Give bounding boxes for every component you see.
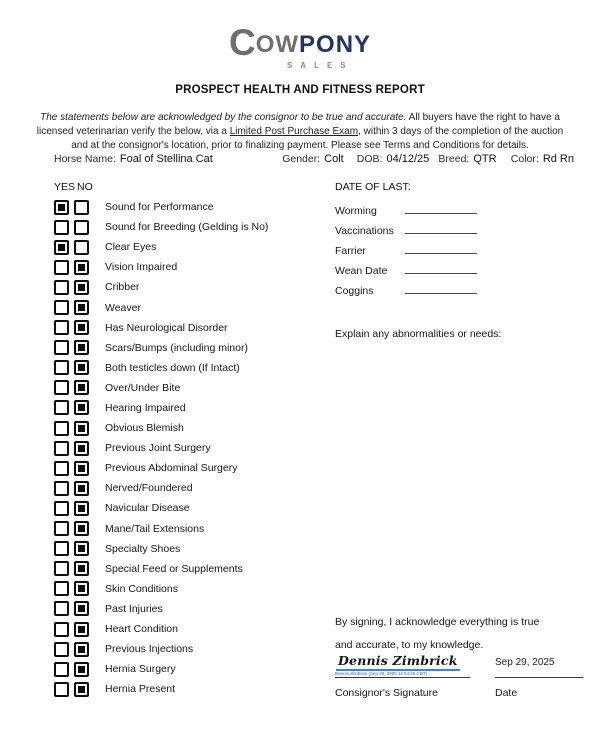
color-value[interactable]: Rd Rn bbox=[542, 153, 574, 165]
checklist-row bbox=[54, 438, 268, 458]
no-checkbox[interactable] bbox=[74, 380, 89, 395]
checklist-item-label: Navicular Disease bbox=[105, 502, 190, 515]
yes-checkbox[interactable] bbox=[54, 340, 69, 355]
date-of-last-field[interactable] bbox=[405, 281, 477, 294]
signature-date-value: Sep 29, 2025 bbox=[495, 657, 555, 668]
checklist-item-label: Scars/Bumps (including minor) bbox=[105, 341, 248, 354]
color-label: Color: bbox=[510, 153, 539, 165]
signature-block bbox=[335, 616, 583, 699]
yes-checkbox[interactable] bbox=[54, 682, 69, 697]
checklist-row bbox=[54, 659, 268, 679]
checklist-row bbox=[54, 519, 268, 539]
yes-checkbox[interactable] bbox=[54, 280, 69, 295]
date-of-last-row bbox=[335, 281, 585, 301]
checklist-row bbox=[54, 418, 268, 438]
checklist-row bbox=[54, 579, 268, 599]
yes-checkbox[interactable] bbox=[54, 421, 69, 436]
page-title: PROSPECT HEALTH AND FITNESS REPORT bbox=[175, 84, 425, 96]
checklist-row bbox=[54, 639, 268, 659]
no-checkbox[interactable] bbox=[74, 260, 89, 275]
no-checkbox[interactable] bbox=[74, 501, 89, 516]
no-checkbox[interactable] bbox=[74, 200, 89, 215]
yes-checkbox[interactable] bbox=[54, 260, 69, 275]
checklist-item-label: Cribber bbox=[105, 281, 140, 294]
yes-checkbox[interactable] bbox=[54, 300, 69, 315]
signature-labels-row bbox=[335, 687, 583, 699]
checklist-row bbox=[54, 297, 268, 317]
yes-checkbox[interactable] bbox=[54, 521, 69, 536]
consignor-signature-label: Consignor's Signature bbox=[335, 687, 438, 699]
signature-date-field[interactable] bbox=[495, 652, 583, 678]
yes-checkbox[interactable] bbox=[54, 481, 69, 496]
date-of-last-field[interactable] bbox=[405, 241, 477, 254]
no-checkbox[interactable] bbox=[74, 220, 89, 235]
checklist-item-label: Vision Impaired bbox=[105, 261, 178, 274]
signature-handwritten-name: Dennis Zimbrick bbox=[336, 653, 460, 671]
date-of-last-row bbox=[335, 261, 585, 281]
checklist-row bbox=[54, 398, 268, 418]
checklist-row bbox=[54, 679, 268, 699]
date-of-last-label: Vaccinations bbox=[335, 225, 394, 238]
checklist-row bbox=[54, 277, 268, 297]
horse-info-row bbox=[54, 153, 574, 165]
header bbox=[0, 0, 600, 96]
gender-value[interactable]: Colt bbox=[324, 153, 344, 165]
checklist-item-label: Past Injuries bbox=[105, 602, 163, 615]
yes-checkbox[interactable] bbox=[54, 541, 69, 556]
yes-checkbox[interactable] bbox=[54, 581, 69, 596]
checklist-item-label: Hernia Surgery bbox=[105, 663, 176, 676]
checklist-item-label: Previous Injections bbox=[105, 643, 194, 656]
no-checkbox[interactable] bbox=[74, 541, 89, 556]
checklist-row bbox=[54, 619, 268, 639]
checklist-row bbox=[54, 257, 268, 277]
abnormalities-label: Explain any abnormalities or needs: bbox=[335, 328, 502, 341]
checklist-item-label: Hernia Present bbox=[105, 683, 176, 696]
yes-checkbox[interactable] bbox=[54, 662, 69, 677]
cowpony-sales-logo bbox=[229, 24, 371, 70]
health-checklist bbox=[54, 181, 268, 699]
yes-checkbox[interactable] bbox=[54, 380, 69, 395]
no-checkbox[interactable] bbox=[74, 662, 89, 677]
checklist-row bbox=[54, 458, 268, 478]
no-checkbox[interactable] bbox=[74, 360, 89, 375]
no-checkbox[interactable] bbox=[74, 461, 89, 476]
checklist-row bbox=[54, 358, 268, 378]
checklist-row bbox=[54, 478, 268, 498]
yes-checkbox[interactable] bbox=[54, 220, 69, 235]
dob-value[interactable]: 04/12/25 bbox=[386, 153, 430, 165]
no-checkbox[interactable] bbox=[74, 622, 89, 637]
no-checkbox[interactable] bbox=[74, 421, 89, 436]
checklist-row bbox=[54, 539, 268, 559]
checklist-rows bbox=[54, 197, 268, 699]
signature-statement-line2: and accurate, to my knowledge. bbox=[335, 639, 484, 651]
signature-statement-line1: By signing, I acknowledge everything is true bbox=[335, 616, 540, 628]
yes-column-header: YES bbox=[54, 181, 76, 193]
yes-checkbox[interactable] bbox=[54, 642, 69, 657]
checklist-item-label: Has Neurological Disorder bbox=[105, 321, 228, 334]
checklist-item-label: Obvious Blemish bbox=[105, 422, 184, 435]
checklist-item-label: Previous Joint Surgery bbox=[105, 442, 211, 455]
yes-checkbox[interactable] bbox=[54, 461, 69, 476]
date-of-last-label: Worming bbox=[335, 205, 377, 217]
checklist-item-label: Hearing Impaired bbox=[105, 401, 186, 414]
no-checkbox[interactable] bbox=[74, 601, 89, 616]
checklist-row bbox=[54, 197, 268, 217]
checklist-row bbox=[54, 217, 268, 237]
no-checkbox[interactable] bbox=[74, 441, 89, 456]
breed-value[interactable]: QTR bbox=[473, 153, 497, 165]
checklist-row bbox=[54, 378, 268, 398]
checklist-item-label: Weaver bbox=[105, 301, 141, 314]
checklist-item-label: Mane/Tail Extensions bbox=[105, 522, 205, 535]
checklist-row bbox=[54, 318, 268, 338]
disclaimer-underlined: Limited Post Purchase Exam bbox=[229, 125, 359, 137]
no-column-header: NO bbox=[77, 181, 93, 193]
disclaimer-paragraph bbox=[34, 111, 566, 152]
logo-sales-subtext: SALES bbox=[286, 61, 354, 70]
date-of-last-field[interactable] bbox=[405, 221, 477, 234]
disclaimer-italic: The statements below are acknowledged by the consignor to be true and accurate. bbox=[40, 112, 407, 123]
date-of-last-field[interactable] bbox=[405, 201, 477, 214]
logo-pony: PONY bbox=[299, 31, 372, 58]
checklist-item-label: Clear Eyes bbox=[105, 241, 157, 254]
horse-name-label: Horse Name: bbox=[54, 153, 116, 165]
signature-row bbox=[335, 652, 583, 678]
yes-checkbox[interactable] bbox=[54, 561, 69, 576]
no-checkbox[interactable] bbox=[74, 521, 89, 536]
date-of-last-row bbox=[335, 241, 585, 261]
logo-ow: OW bbox=[255, 31, 300, 58]
yes-checkbox[interactable] bbox=[54, 240, 69, 255]
yes-checkbox[interactable] bbox=[54, 200, 69, 215]
right-column bbox=[335, 181, 585, 340]
no-checkbox[interactable] bbox=[74, 280, 89, 295]
no-checkbox[interactable] bbox=[74, 642, 89, 657]
no-checkbox[interactable] bbox=[74, 400, 89, 415]
no-checkbox[interactable] bbox=[74, 240, 89, 255]
logo-wordmark bbox=[229, 24, 371, 61]
date-of-last-rows bbox=[335, 201, 585, 301]
checklist-row bbox=[54, 498, 268, 518]
checklist-item-label: Special Feed or Supplements bbox=[105, 562, 243, 575]
no-checkbox[interactable] bbox=[74, 561, 89, 576]
no-checkbox[interactable] bbox=[74, 340, 89, 355]
date-of-last-label: Coggins bbox=[335, 285, 374, 298]
date-of-last-heading: DATE OF LAST: bbox=[335, 181, 411, 193]
checklist-item-label: Over/Under Bite bbox=[105, 381, 181, 394]
date-of-last-row bbox=[335, 221, 585, 241]
gender-label: Gender: bbox=[282, 153, 321, 165]
no-checkbox[interactable] bbox=[74, 300, 89, 315]
breed-label: Breed: bbox=[438, 153, 470, 165]
checklist-row bbox=[54, 599, 268, 619]
logo-letter-c: C bbox=[228, 22, 256, 63]
disclaimer-text: All buyers have the right to have a licensed veterinarian verify the below, via a bbox=[36, 112, 560, 137]
checklist-item-label: Sound for Breeding (Gelding is No) bbox=[105, 221, 269, 234]
no-checkbox[interactable] bbox=[74, 581, 89, 596]
date-of-last-label: Farrier bbox=[335, 245, 366, 258]
date-of-last-label: Wean Date bbox=[335, 265, 388, 278]
checklist-item-label: Heart Condition bbox=[105, 623, 178, 636]
checklist-row bbox=[54, 559, 268, 579]
dob-label: DOB: bbox=[356, 153, 383, 165]
yes-checkbox[interactable] bbox=[54, 360, 69, 375]
horse-name-value[interactable]: Foal of Stellina Cat bbox=[119, 153, 213, 165]
checklist-row bbox=[54, 237, 268, 257]
no-checkbox[interactable] bbox=[74, 682, 89, 697]
yes-checkbox[interactable] bbox=[54, 320, 69, 335]
checklist-item-label: Both testicles down (If Intact) bbox=[105, 361, 240, 374]
consignor-signature-field[interactable] bbox=[335, 652, 470, 678]
yes-checkbox[interactable] bbox=[54, 400, 69, 415]
yes-no-header bbox=[54, 181, 268, 193]
checklist-item-label: Previous Abdominal Surgery bbox=[105, 462, 238, 475]
date-of-last-field[interactable] bbox=[405, 261, 477, 274]
yes-checkbox[interactable] bbox=[54, 601, 69, 616]
no-checkbox[interactable] bbox=[74, 481, 89, 496]
date-of-last-row bbox=[335, 201, 585, 221]
yes-checkbox[interactable] bbox=[54, 501, 69, 516]
checklist-row bbox=[54, 338, 268, 358]
yes-checkbox[interactable] bbox=[54, 441, 69, 456]
checklist-item-label: Nerved/Foundered bbox=[105, 482, 193, 495]
checklist-item-label: Skin Conditions bbox=[105, 582, 178, 595]
disclaimer-text-after: , within 3 days of the completion of the auction and at the consignor's location, prior to finalizing payment. Please see Terms and Conditions for details. bbox=[71, 125, 564, 151]
no-checkbox[interactable] bbox=[74, 320, 89, 335]
yes-checkbox[interactable] bbox=[54, 622, 69, 637]
checklist-item-label: Sound for Performance bbox=[105, 201, 214, 214]
signature-esign-stamp: Dennis Zimbrick (Sep 29, 2025 11:54:26 CDT) bbox=[335, 671, 428, 676]
date-label: Date bbox=[495, 687, 518, 699]
checklist-item-label: Specialty Shoes bbox=[105, 542, 181, 555]
